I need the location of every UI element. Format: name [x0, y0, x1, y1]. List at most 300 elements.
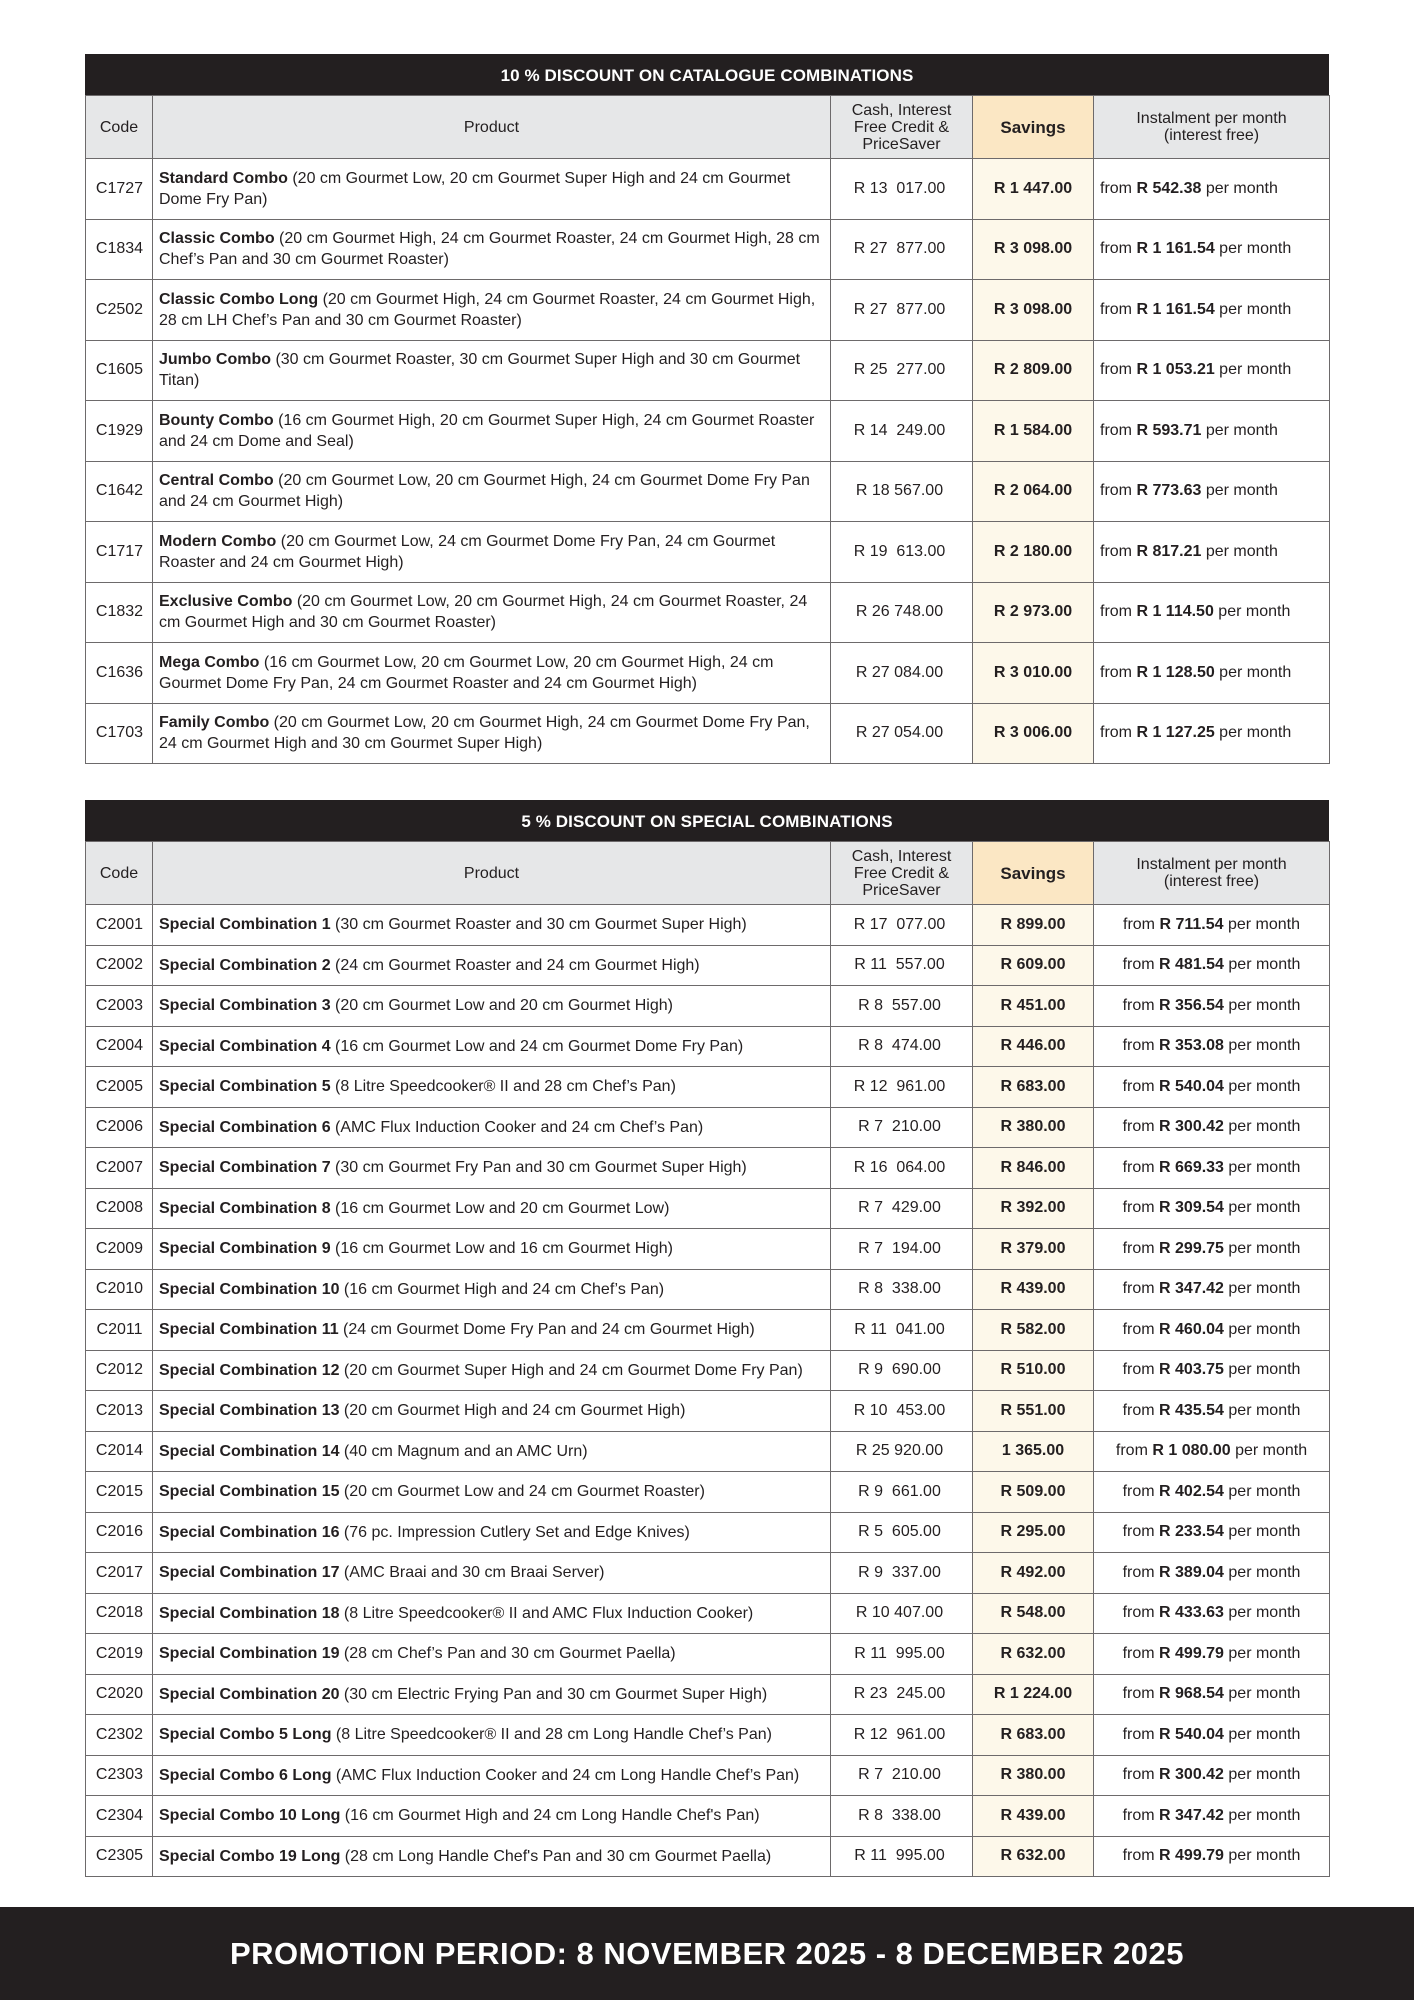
product-code: C2018 [86, 1593, 153, 1634]
product-description [153, 1715, 831, 1756]
product-contents: (20 cm Gourmet Low and 20 cm Gourmet High) [330, 997, 673, 1015]
instalment-prefix: from [1122, 1280, 1160, 1298]
instalment-suffix: per month [1223, 1118, 1301, 1136]
instalment-amount: R 402.54 [1159, 1482, 1224, 1500]
product-code: C1717 [86, 522, 153, 583]
column-header-row [86, 842, 1330, 905]
instalment-amount: R 433.63 [1159, 1604, 1224, 1622]
product-contents: (30 cm Electric Frying Pan and 30 cm Gourmet Super High) [339, 1685, 768, 1703]
instalment [1094, 1512, 1330, 1553]
instalment-suffix: per month [1223, 1725, 1301, 1743]
instalment-amount: R 347.42 [1159, 1280, 1224, 1298]
savings-amount: R 582.00 [973, 1310, 1094, 1351]
product-contents: (16 cm Gourmet Low and 24 cm Gourmet Dome Fry Pan) [330, 1037, 744, 1055]
product-name: Classic Combo [159, 230, 275, 248]
instalment-suffix: per month [1223, 1766, 1301, 1784]
savings-amount: R 380.00 [973, 1755, 1094, 1796]
instalment-suffix: per month [1201, 179, 1278, 197]
cash-price: R 13 017.00 [831, 159, 973, 220]
column-header-instalment: Instalment per month (interest free) [1094, 842, 1330, 905]
instalment [1094, 1796, 1330, 1837]
instalment-amount: R 299.75 [1159, 1239, 1224, 1257]
product-contents: (30 cm Gourmet Fry Pan and 30 cm Gourmet Super High) [330, 1159, 747, 1177]
instalment-prefix: from [1122, 1847, 1160, 1865]
instalment [1094, 1431, 1330, 1472]
table-row [86, 1107, 1330, 1148]
instalment-amount: R 1 161.54 [1136, 240, 1215, 258]
instalment-suffix: per month [1201, 421, 1278, 439]
instalment-prefix: from [1122, 1725, 1160, 1743]
instalment [1094, 1715, 1330, 1756]
instalment-suffix: per month [1223, 1685, 1301, 1703]
instalment-suffix: per month [1230, 1442, 1308, 1460]
savings-amount: R 3 010.00 [973, 643, 1094, 704]
product-description [153, 1472, 831, 1513]
instalment-suffix: per month [1214, 300, 1292, 318]
table-row [86, 219, 1330, 280]
product-name: Special Combination 17 [159, 1564, 340, 1582]
product-code: C2003 [86, 986, 153, 1027]
savings-amount: R 2 064.00 [973, 461, 1094, 522]
product-code: C2011 [86, 1310, 153, 1351]
product-description [153, 1755, 831, 1796]
instalment-amount: R 1 161.54 [1136, 300, 1215, 318]
table-row [86, 340, 1330, 401]
savings-amount: R 551.00 [973, 1391, 1094, 1432]
product-description [153, 401, 831, 462]
product-description [153, 159, 831, 220]
table-row [86, 945, 1330, 986]
savings-amount: R 3 006.00 [973, 703, 1094, 764]
table-row [86, 1472, 1330, 1513]
cash-price: R 5 605.00 [831, 1512, 973, 1553]
product-description [153, 1269, 831, 1310]
product-contents: (8 Litre Speedcooker® II and 28 cm Chef’s Pan) [330, 1078, 676, 1096]
cash-price: R 26 748.00 [831, 582, 973, 643]
product-description [153, 1310, 831, 1351]
instalment [1094, 1836, 1330, 1877]
product-description [153, 1391, 831, 1432]
product-description [153, 522, 831, 583]
product-contents: (16 cm Gourmet Low and 20 cm Gourmet Low) [330, 1199, 670, 1217]
product-name: Special Combination 19 [159, 1645, 340, 1663]
table-row [86, 280, 1330, 341]
instalment-amount: R 711.54 [1159, 915, 1224, 933]
cash-price: R 23 245.00 [831, 1674, 973, 1715]
instalment [1094, 522, 1330, 583]
product-code: C1636 [86, 643, 153, 704]
product-code: C1832 [86, 582, 153, 643]
product-description [153, 945, 831, 986]
cash-price: R 12 961.00 [831, 1715, 973, 1756]
cash-price: R 27 877.00 [831, 219, 973, 280]
product-code: C1727 [86, 159, 153, 220]
product-name: Bounty Combo [159, 411, 274, 429]
instalment-prefix: from [1100, 421, 1137, 439]
instalment-amount: R 1 053.21 [1136, 361, 1215, 379]
instalment-prefix: from [1122, 1806, 1160, 1824]
instalment [1094, 1755, 1330, 1796]
product-description [153, 1350, 831, 1391]
product-contents: (30 cm Gourmet Roaster, 30 cm Gourmet Super High and 30 cm Gourmet Titan) [159, 351, 801, 390]
cash-price: R 7 210.00 [831, 1755, 973, 1796]
instalment-suffix: per month [1214, 724, 1292, 742]
table-row [86, 1836, 1330, 1877]
product-code: C2012 [86, 1350, 153, 1391]
product-name: Standard Combo [159, 169, 288, 187]
instalment-amount: R 1 080.00 [1152, 1442, 1231, 1460]
promotion-period-banner: PROMOTION PERIOD: 8 NOVEMBER 2025 - 8 DECEMBER 2025 [0, 1907, 1414, 2000]
product-name: Exclusive Combo [159, 593, 293, 611]
product-contents: (20 cm Gourmet High, 24 cm Gourmet Roaster, 24 cm Gourmet High, 28 cm LH Chef’s Pan and 30 cm Gourmet Roaster) [159, 290, 816, 329]
product-description [153, 1634, 831, 1675]
product-code: C2017 [86, 1553, 153, 1594]
instalment [1094, 905, 1330, 946]
product-contents: (16 cm Gourmet Low and 16 cm Gourmet High) [330, 1240, 673, 1258]
instalment [1094, 703, 1330, 764]
instalment-prefix: from [1122, 1158, 1160, 1176]
table-row [86, 1188, 1330, 1229]
product-name: Central Combo [159, 472, 274, 490]
instalment [1094, 1188, 1330, 1229]
instalment [1094, 1269, 1330, 1310]
product-code: C2002 [86, 945, 153, 986]
instalment-prefix: from [1122, 1199, 1160, 1217]
table-row [86, 461, 1330, 522]
product-contents: (8 Litre Speedcooker® II and 28 cm Long Handle Chef’s Pan) [331, 1726, 772, 1744]
product-name: Special Combo 19 Long [159, 1847, 341, 1865]
product-description [153, 1148, 831, 1189]
cash-price: R 25 920.00 [831, 1431, 973, 1472]
product-contents: (40 cm Magnum and an AMC Urn) [339, 1442, 588, 1460]
instalment [1094, 280, 1330, 341]
table-row [86, 1148, 1330, 1189]
product-description [153, 1836, 831, 1877]
instalment-prefix: from [1122, 1685, 1160, 1703]
savings-amount: R 451.00 [973, 986, 1094, 1027]
product-name: Special Combination 15 [159, 1483, 340, 1501]
product-contents: (AMC Braai and 30 cm Braai Server) [339, 1564, 605, 1582]
product-name: Special Combination 11 [159, 1321, 339, 1339]
savings-amount: R 899.00 [973, 905, 1094, 946]
product-code: C2005 [86, 1067, 153, 1108]
instalment-prefix: from [1100, 361, 1137, 379]
product-contents: (20 cm Gourmet Super High and 24 cm Gourmet Dome Fry Pan) [339, 1361, 803, 1379]
instalment [1094, 1229, 1330, 1270]
savings-amount: R 509.00 [973, 1472, 1094, 1513]
table-row [86, 1431, 1330, 1472]
product-contents: (24 cm Gourmet Roaster and 24 cm Gourmet High) [330, 956, 700, 974]
instalment-suffix: per month [1223, 1806, 1301, 1824]
product-name: Special Combination 9 [159, 1240, 331, 1258]
column-header-code: Code [86, 96, 153, 159]
column-header-savings: Savings [973, 96, 1094, 159]
cash-price: R 10 407.00 [831, 1593, 973, 1634]
table-row [86, 1391, 1330, 1432]
table-body [86, 159, 1330, 764]
cash-price: R 11 995.00 [831, 1634, 973, 1675]
table-body [86, 905, 1330, 1877]
product-code: C1703 [86, 703, 153, 764]
cash-price: R 27 054.00 [831, 703, 973, 764]
product-code: C2016 [86, 1512, 153, 1553]
column-header-product: Product [153, 96, 831, 159]
product-code: C2001 [86, 905, 153, 946]
instalment-suffix: per month [1214, 361, 1292, 379]
cash-price: R 8 338.00 [831, 1796, 973, 1837]
product-description [153, 1553, 831, 1594]
instalment-suffix: per month [1223, 1158, 1301, 1176]
product-contents: (AMC Flux Induction Cooker and 24 cm Long Handle Chef’s Pan) [331, 1766, 800, 1784]
special-combinations-table [85, 841, 1330, 1877]
product-description [153, 1067, 831, 1108]
product-description [153, 1188, 831, 1229]
table-row [86, 1634, 1330, 1675]
cash-price: R 7 429.00 [831, 1188, 973, 1229]
product-contents: (20 cm Gourmet High, 24 cm Gourmet Roaster, 24 cm Gourmet High, 28 cm Chef’s Pan and 30 cm Gourmet Roaster) [159, 230, 820, 269]
instalment [1094, 1026, 1330, 1067]
instalment-prefix: from [1100, 603, 1137, 621]
instalment-suffix: per month [1223, 1320, 1301, 1338]
savings-amount: R 492.00 [973, 1553, 1094, 1594]
table-row [86, 1715, 1330, 1756]
table-row [86, 986, 1330, 1027]
table-row [86, 703, 1330, 764]
instalment-amount: R 233.54 [1159, 1523, 1224, 1541]
cash-price: R 9 337.00 [831, 1553, 973, 1594]
savings-amount: R 510.00 [973, 1350, 1094, 1391]
product-code: C1929 [86, 401, 153, 462]
savings-amount: R 439.00 [973, 1796, 1094, 1837]
product-contents: (20 cm Gourmet Low, 20 cm Gourmet High, 24 cm Gourmet Dome Fry Pan and 24 cm Gourmet High) [159, 472, 810, 511]
instalment-amount: R 669.33 [1159, 1158, 1224, 1176]
product-name: Special Combination 5 [159, 1078, 331, 1096]
product-contents: (20 cm Gourmet Low, 20 cm Gourmet High, 24 cm Gourmet Roaster, 24 cm Gourmet High and 30 cm Gourmet Roaster) [159, 593, 808, 632]
savings-amount: R 683.00 [973, 1067, 1094, 1108]
instalment-prefix: from [1122, 1482, 1160, 1500]
table-row [86, 905, 1330, 946]
instalment-suffix: per month [1223, 1077, 1301, 1095]
instalment-prefix: from [1122, 1320, 1160, 1338]
savings-amount: R 1 584.00 [973, 401, 1094, 462]
instalment [1094, 1107, 1330, 1148]
product-contents: (AMC Flux Induction Cooker and 24 cm Chef’s Pan) [330, 1118, 704, 1136]
instalment [1094, 219, 1330, 280]
instalment-prefix: from [1100, 724, 1137, 742]
product-code: C2303 [86, 1755, 153, 1796]
instalment-suffix: per month [1223, 956, 1301, 974]
product-code: C2008 [86, 1188, 153, 1229]
cash-price: R 17 077.00 [831, 905, 973, 946]
product-code: C2502 [86, 280, 153, 341]
instalment [1094, 1391, 1330, 1432]
product-name: Special Combination 10 [159, 1280, 340, 1298]
instalment-suffix: per month [1223, 996, 1301, 1014]
column-header-instalment: Instalment per month (interest free) [1094, 96, 1330, 159]
instalment-amount: R 481.54 [1159, 956, 1224, 974]
instalment-prefix: from [1122, 1361, 1160, 1379]
product-code: C2304 [86, 1796, 153, 1837]
instalment-prefix: from [1100, 542, 1137, 560]
savings-amount: R 2 809.00 [973, 340, 1094, 401]
cash-price: R 7 210.00 [831, 1107, 973, 1148]
instalment-prefix: from [1122, 956, 1160, 974]
product-description [153, 461, 831, 522]
instalment-suffix: per month [1223, 1280, 1301, 1298]
instalment [1094, 1634, 1330, 1675]
instalment-prefix: from [1100, 482, 1137, 500]
product-name: Mega Combo [159, 653, 260, 671]
instalment-prefix: from [1100, 663, 1137, 681]
product-code: C2009 [86, 1229, 153, 1270]
instalment-prefix: from [1115, 1442, 1153, 1460]
cash-price: R 9 661.00 [831, 1472, 973, 1513]
instalment-prefix: from [1122, 1644, 1160, 1662]
savings-amount: R 439.00 [973, 1269, 1094, 1310]
table-row [86, 1755, 1330, 1796]
instalment-amount: R 389.04 [1159, 1563, 1224, 1581]
instalment-amount: R 499.79 [1159, 1847, 1224, 1865]
table-row [86, 643, 1330, 704]
instalment [1094, 643, 1330, 704]
instalment-suffix: per month [1201, 482, 1278, 500]
product-description [153, 1026, 831, 1067]
instalment-prefix: from [1122, 1037, 1160, 1055]
product-description [153, 703, 831, 764]
product-contents: (8 Litre Speedcooker® II and AMC Flux Induction Cooker) [339, 1604, 754, 1622]
column-header-price: Cash, Interest Free Credit & PriceSaver [831, 842, 973, 905]
savings-amount: R 1 224.00 [973, 1674, 1094, 1715]
instalment-prefix: from [1123, 915, 1160, 933]
instalment-amount: R 309.54 [1159, 1199, 1224, 1217]
product-name: Special Combination 4 [159, 1037, 331, 1055]
special-combinations-section [85, 800, 1329, 1877]
column-header-product: Product [153, 842, 831, 905]
product-contents: (76 pc. Impression Cutlery Set and Edge Knives) [339, 1523, 690, 1541]
instalment-amount: R 353.08 [1159, 1037, 1224, 1055]
table-row [86, 1310, 1330, 1351]
cash-price: R 8 474.00 [831, 1026, 973, 1067]
product-code: C2020 [86, 1674, 153, 1715]
cash-price: R 11 995.00 [831, 1836, 973, 1877]
table-row [86, 401, 1330, 462]
savings-amount: R 609.00 [973, 945, 1094, 986]
instalment-amount: R 1 127.25 [1136, 724, 1215, 742]
instalment-amount: R 1 128.50 [1136, 663, 1215, 681]
product-code: C2013 [86, 1391, 153, 1432]
cash-price: R 14 249.00 [831, 401, 973, 462]
table-row [86, 1553, 1330, 1594]
instalment-prefix: from [1122, 996, 1160, 1014]
savings-amount: R 3 098.00 [973, 219, 1094, 280]
column-header-savings: Savings [973, 842, 1094, 905]
instalment-suffix: per month [1201, 542, 1278, 560]
table-title: 10 % DISCOUNT ON CATALOGUE COMBINATIONS [85, 54, 1329, 95]
instalment-amount: R 403.75 [1159, 1361, 1224, 1379]
product-name: Modern Combo [159, 532, 277, 550]
instalment-amount: R 1 114.50 [1136, 603, 1214, 621]
instalment-amount: R 817.21 [1136, 542, 1202, 560]
cash-price: R 27 084.00 [831, 643, 973, 704]
product-contents: (16 cm Gourmet High and 24 cm Long Handle Chef's Pan) [340, 1807, 760, 1825]
column-header-row [86, 96, 1330, 159]
instalment-prefix: from [1100, 240, 1137, 258]
product-code: C2305 [86, 1836, 153, 1877]
instalment [1094, 461, 1330, 522]
product-contents: (20 cm Gourmet Low, 24 cm Gourmet Dome Fry Pan, 24 cm Gourmet Roaster and 24 cm Gourmet High) [159, 532, 776, 571]
instalment-amount: R 968.54 [1159, 1685, 1224, 1703]
instalment-suffix: per month [1223, 1361, 1301, 1379]
instalment-suffix: per month [1223, 1401, 1301, 1419]
product-description [153, 280, 831, 341]
cash-price: R 19 613.00 [831, 522, 973, 583]
cash-price: R 7 194.00 [831, 1229, 973, 1270]
product-contents: (20 cm Gourmet High and 24 cm Gourmet High) [339, 1402, 686, 1420]
savings-amount: R 295.00 [973, 1512, 1094, 1553]
catalogue-combinations-section [85, 54, 1329, 764]
product-code: C2015 [86, 1472, 153, 1513]
savings-amount: 1 365.00 [973, 1431, 1094, 1472]
instalment-suffix: per month [1223, 1037, 1301, 1055]
product-contents: (20 cm Gourmet Low and 24 cm Gourmet Roaster) [339, 1483, 705, 1501]
product-name: Special Combo 6 Long [159, 1766, 332, 1784]
instalment-suffix: per month [1223, 1199, 1301, 1217]
instalment-suffix: per month [1214, 240, 1292, 258]
product-name: Special Combo 5 Long [159, 1726, 332, 1744]
instalment-amount: R 435.54 [1159, 1401, 1224, 1419]
table-row [86, 522, 1330, 583]
product-name: Special Combination 14 [159, 1442, 340, 1460]
instalment-prefix: from [1122, 1401, 1160, 1419]
savings-amount: R 3 098.00 [973, 280, 1094, 341]
product-code: C2019 [86, 1634, 153, 1675]
product-code: C1834 [86, 219, 153, 280]
instalment-amount: R 593.71 [1136, 421, 1202, 439]
product-code: C1642 [86, 461, 153, 522]
column-header-price: Cash, Interest Free Credit & PriceSaver [831, 96, 973, 159]
product-description [153, 1107, 831, 1148]
instalment-suffix: per month [1223, 1847, 1301, 1865]
product-name: Special Combo 10 Long [159, 1807, 341, 1825]
instalment-prefix: from [1122, 1239, 1160, 1257]
instalment [1094, 159, 1330, 220]
table-row [86, 1026, 1330, 1067]
instalment-suffix: per month [1223, 1239, 1301, 1257]
product-description [153, 1593, 831, 1634]
product-contents: (28 cm Chef’s Pan and 30 cm Gourmet Paella) [339, 1645, 676, 1663]
catalogue-combinations-table [85, 95, 1330, 764]
instalment [1094, 1350, 1330, 1391]
savings-amount: R 2 973.00 [973, 582, 1094, 643]
product-name: Special Combination 7 [159, 1159, 331, 1177]
instalment [1094, 986, 1330, 1027]
product-description [153, 582, 831, 643]
product-description [153, 1512, 831, 1553]
product-name: Special Combination 1 [159, 916, 331, 934]
savings-amount: R 446.00 [973, 1026, 1094, 1067]
table-row [86, 582, 1330, 643]
product-name: Special Combination 8 [159, 1199, 331, 1217]
instalment-suffix: per month [1223, 1523, 1301, 1541]
savings-amount: R 1 447.00 [973, 159, 1094, 220]
product-contents: (16 cm Gourmet High and 24 cm Chef’s Pan) [339, 1280, 665, 1298]
table-row [86, 1269, 1330, 1310]
instalment [1094, 1674, 1330, 1715]
table-row [86, 1350, 1330, 1391]
product-description [153, 340, 831, 401]
instalment-amount: R 300.42 [1159, 1118, 1224, 1136]
instalment-amount: R 460.04 [1159, 1320, 1224, 1338]
